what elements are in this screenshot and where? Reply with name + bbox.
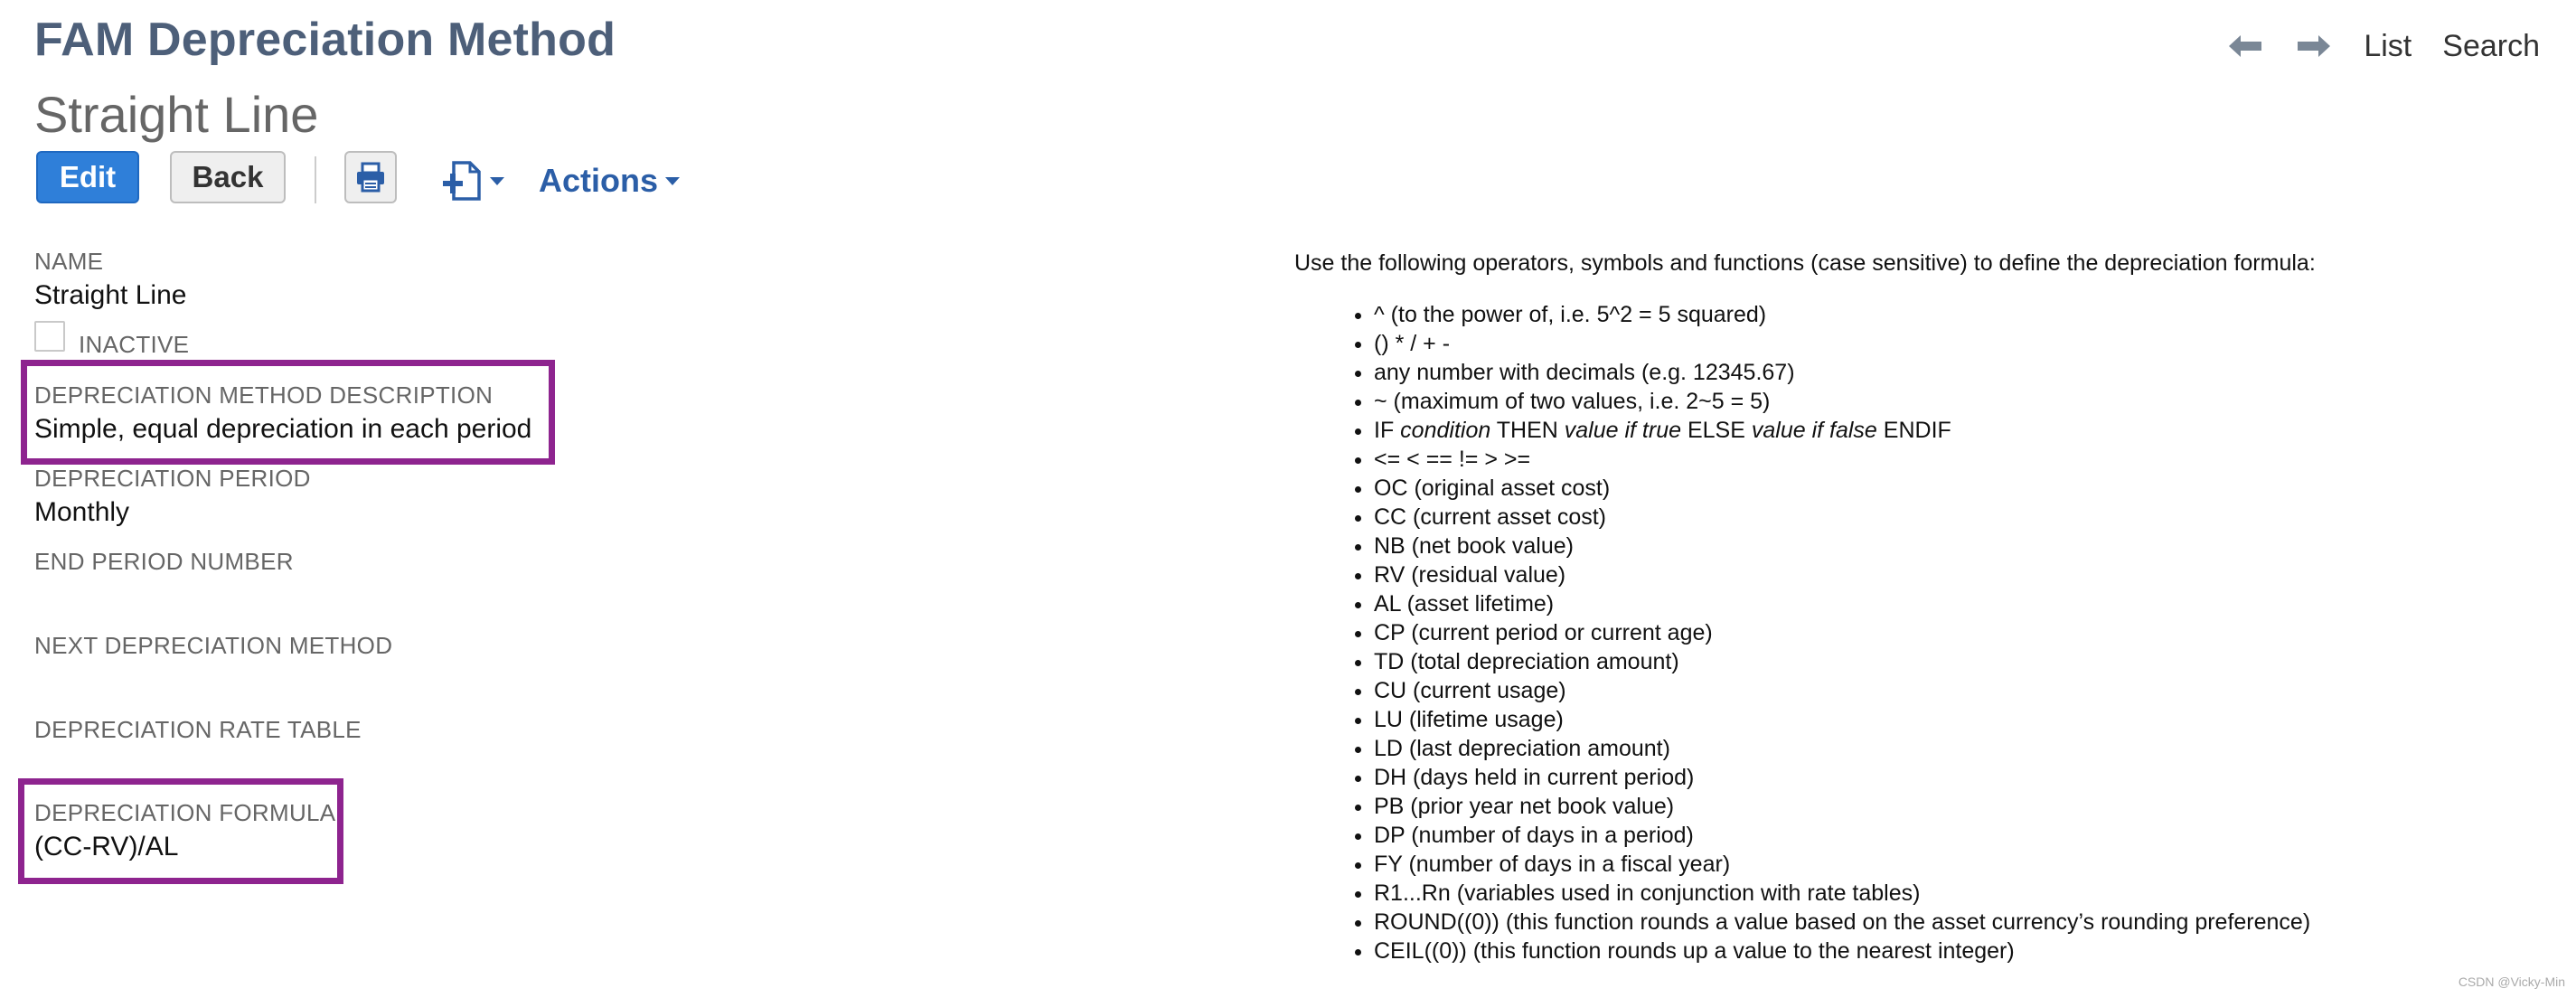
rate-table-label: DEPRECIATION RATE TABLE — [34, 716, 362, 743]
list-item: • LU (lifetime usage) — [1374, 705, 2551, 734]
period-label: DEPRECIATION PERIOD — [34, 465, 311, 492]
list-item: • LD (last depreciation amount) — [1374, 734, 2551, 763]
print-icon — [354, 161, 387, 193]
list-item: • any number with decimals (e.g. 12345.67) — [1374, 358, 2551, 387]
list-item: • <= < == != > >= — [1374, 445, 2551, 474]
arrow-right-icon[interactable] — [2295, 33, 2333, 60]
watermark: CSDN @Vicky-Min — [2458, 974, 2565, 989]
inactive-checkbox[interactable] — [34, 321, 65, 352]
list-item: • CEIL((0)) (this function rounds up a value to the nearest integer) — [1374, 937, 2551, 965]
list-item: • PB (prior year net book value) — [1374, 792, 2551, 821]
edit-button[interactable]: Edit — [36, 151, 139, 203]
list-item: • OC (original asset cost) — [1374, 474, 2551, 503]
actions-menu[interactable] — [539, 158, 680, 203]
new-document-icon — [441, 159, 486, 202]
list-link[interactable]: List — [2364, 28, 2412, 63]
arrow-left-icon[interactable] — [2226, 33, 2264, 60]
chevron-down-icon — [665, 177, 680, 185]
toolbar-divider — [315, 156, 316, 203]
chevron-down-icon — [490, 177, 504, 185]
page-title: FAM Depreciation Method — [34, 14, 616, 66]
name-value: Straight Line — [34, 280, 187, 310]
list-item: • NB (net book value) — [1374, 532, 2551, 560]
period-value: Monthly — [34, 497, 130, 527]
list-item: • TD (total depreciation amount) — [1374, 647, 2551, 676]
description-highlight — [21, 360, 555, 465]
formula-value: (CC-RV)/AL — [34, 832, 179, 861]
new-document-menu[interactable] — [441, 158, 504, 203]
description-value: Simple, equal depreciation in each period — [34, 414, 532, 444]
list-item: • IF condition THEN value if true ELSE value if false ENDIF — [1374, 416, 2551, 445]
inactive-label: INACTIVE — [79, 331, 190, 358]
help-intro: Use the following operators, symbols and functions (case sensitive) to define the depreciation formula: — [1294, 250, 2316, 276]
help-list — [1294, 300, 2551, 965]
list-item: • CP (current period or current age) — [1374, 618, 2551, 647]
list-item: • ~ (maximum of two values, i.e. 2~5 = 5) — [1374, 387, 2551, 416]
list-item: • ^ (to the power of, i.e. 5^2 = 5 squared) — [1374, 300, 2551, 329]
record-title: Straight Line — [34, 86, 319, 143]
formula-help — [1294, 250, 2551, 965]
list-item: • R1...Rn (variables used in conjunction with rate tables) — [1374, 879, 2551, 908]
list-item: • CU (current usage) — [1374, 676, 2551, 705]
description-label: DEPRECIATION METHOD DESCRIPTION — [34, 381, 494, 409]
top-navigation — [2226, 25, 2540, 67]
actions-label: Actions — [539, 162, 659, 199]
formula-label: DEPRECIATION FORMULA — [34, 799, 336, 826]
list-item: • DH (days held in current period) — [1374, 763, 2551, 792]
search-link[interactable]: Search — [2442, 28, 2540, 63]
back-button[interactable]: Back — [170, 151, 286, 203]
next-method-label: NEXT DEPRECIATION METHOD — [34, 632, 393, 659]
end-period-number-label: END PERIOD NUMBER — [34, 548, 294, 575]
list-item: • FY (number of days in a fiscal year) — [1374, 850, 2551, 879]
list-item: • () * / + - — [1374, 329, 2551, 358]
list-item: • CC (current asset cost) — [1374, 503, 2551, 532]
print-button[interactable] — [344, 151, 397, 203]
list-item: • DP (number of days in a period) — [1374, 821, 2551, 850]
list-item: • RV (residual value) — [1374, 560, 2551, 589]
list-item: • AL (asset lifetime) — [1374, 589, 2551, 618]
name-label: NAME — [34, 248, 104, 275]
list-item: • ROUND((0)) (this function rounds a value based on the asset currency’s rounding preference) — [1374, 908, 2551, 937]
